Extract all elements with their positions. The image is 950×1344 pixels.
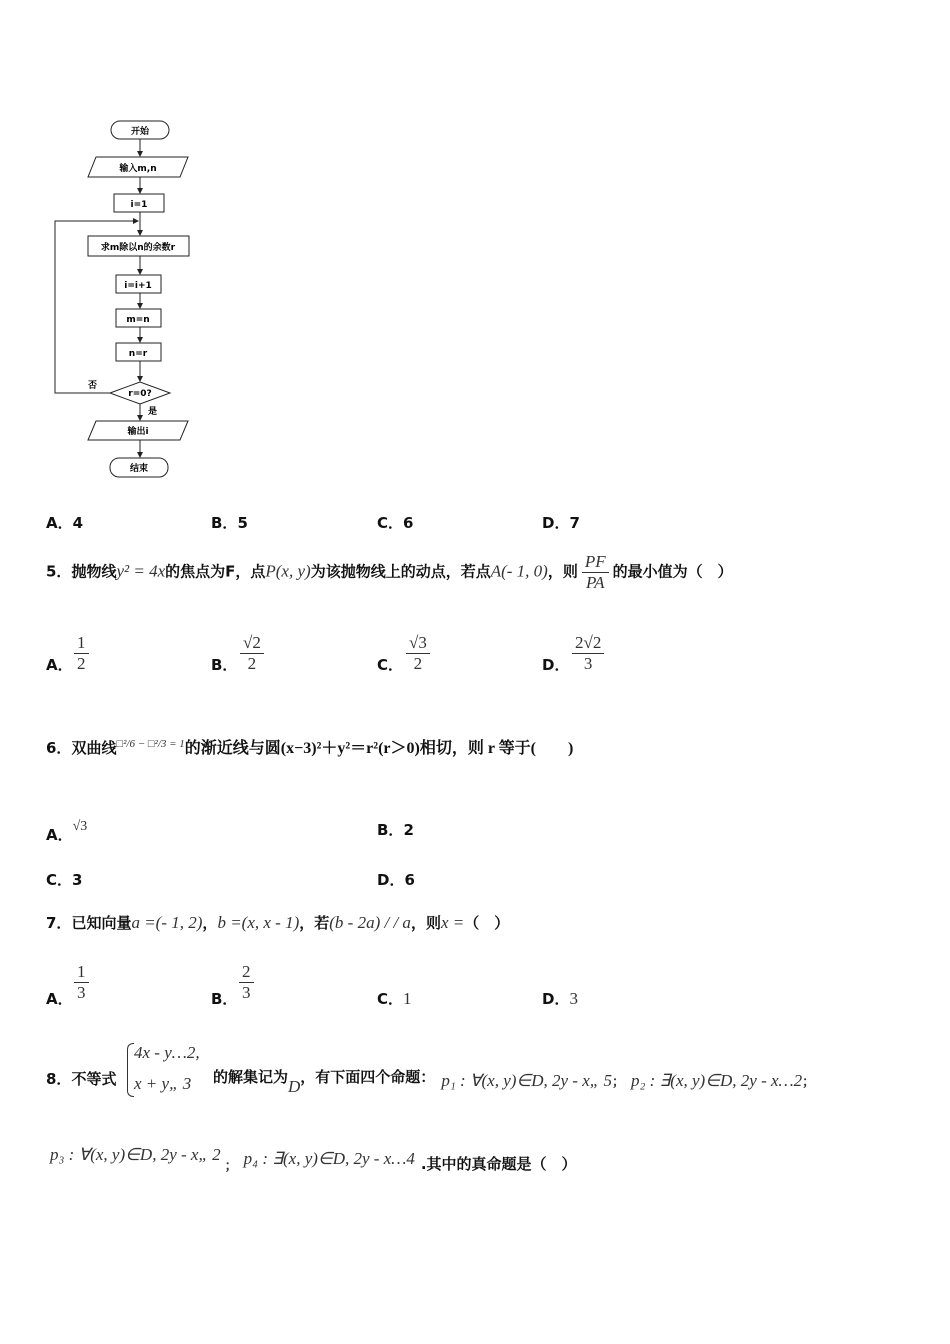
q5-option-d-label: D．	[542, 656, 570, 674]
proposition-p3: p₃ : ∀(x, y)∈D, 2y - x„ $2_;$	[50, 1144, 238, 1173]
q6-option-c: C．3	[46, 871, 83, 889]
q8-line-1	[213, 1068, 821, 1094]
q8-number: 8．不等式	[46, 1070, 117, 1088]
q4-option-d: D．7	[542, 514, 580, 532]
q5-fraction: $\frac{PF}{PA}$	[582, 552, 609, 592]
q8-line-2	[50, 1144, 583, 1174]
q5-option-a-value: $\frac{1}{2}$	[74, 633, 89, 673]
q5-option-a-label: A．	[46, 656, 73, 674]
q5-option-d-value: $\frac{2√2}{3}$	[572, 633, 604, 673]
output-label: 输出i	[127, 427, 149, 437]
flowchart	[0, 0, 260, 500]
q4-option-c: C．6	[377, 514, 414, 532]
no-label: 否	[88, 381, 98, 391]
proposition-p1: p₁ : ∀(x, y)∈D, 2y - x„ 5；	[441, 1071, 625, 1090]
q7-option-b-value: $\frac{2}{3}$	[239, 962, 254, 1002]
q7-option-a-value: $\frac{1}{3}$	[74, 962, 89, 1002]
q7-stem: 7．已知向量a =(- 1, 2)，b =(x, x - 1)，若(b - 2a) / / a，则x =（ ）	[46, 913, 510, 932]
proposition-p2: p₂ : ∃(x, y)∈D, 2y - x…2；	[630, 1071, 816, 1090]
system-brace	[127, 1043, 134, 1097]
q5-option-c-value: $\frac{√3}{2}$	[406, 633, 430, 673]
q4-option-b: B．5	[211, 514, 248, 532]
init-label: i=1	[130, 200, 148, 210]
q8-stem: 的解集记为D，有下面四个命题：	[213, 1067, 436, 1096]
end-label: 结束	[129, 464, 149, 474]
hyperbola-equation-image: □²/6 − □²/3 = 1	[116, 738, 185, 750]
q7-option-b-label: B．	[211, 990, 238, 1008]
q8-question: .其中的真命题是（ ）	[420, 1155, 577, 1173]
q7-option-d: D．3	[542, 989, 578, 1008]
q5-stem: 5．抛物线y² = 4x的焦点为F，点P(x, y)为该抛物线上的动点，若点A(- 1, 0)，则 $\frac{PF}{PA}$ 的最小值为（ ）	[46, 552, 733, 592]
q5-option-b-label: B．	[211, 656, 238, 674]
q7-option-c: C．1	[377, 989, 412, 1008]
q6-option-b: B．2	[377, 821, 414, 839]
q6-option-a: A．√3	[46, 819, 88, 844]
assign-m-label: m=n	[126, 315, 150, 325]
input-label: 输入m,n	[119, 164, 157, 174]
yes-label: 是	[148, 407, 158, 417]
condition-label: r=0?	[128, 389, 152, 399]
proposition-p4: p₄ : ∃(x, y)∈D, 2y - x…4	[243, 1149, 415, 1168]
q6-stem: 6．双曲线$^{□^2/6 - □^2/3 = 1}$的渐近线与圆(x−3)²＋y²＝r²(r＞0)相切，则 r 等于( )	[46, 738, 574, 757]
system-line-1: 4x - y…2,	[134, 1043, 200, 1062]
start-label: 开始	[130, 127, 150, 137]
q4-option-a: A．4	[46, 514, 84, 532]
q6-option-d: D．6	[377, 871, 415, 889]
q7-option-a-label: A．	[46, 990, 73, 1008]
system-line-2: x + y„ 3	[134, 1074, 192, 1093]
increment-label: i=i+1	[124, 281, 152, 291]
assign-n-label: n=r	[128, 349, 148, 359]
q5-option-b-value: $\frac{√2}{2}$	[240, 633, 264, 673]
q5-option-c-label: C．	[377, 656, 404, 674]
remainder-label: 求m除以n的余数r	[100, 243, 176, 253]
